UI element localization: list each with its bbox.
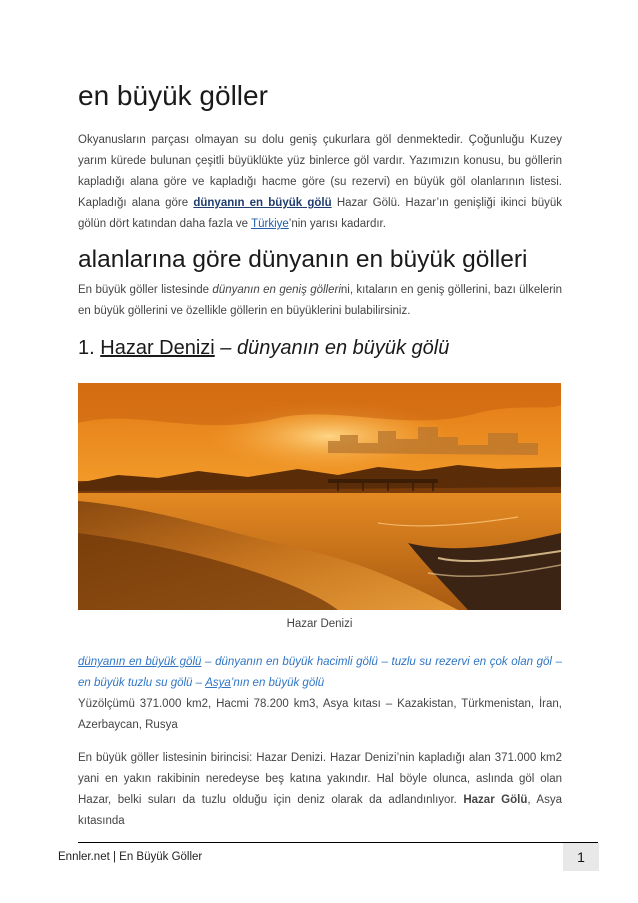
page-title: en büyük göller — [78, 80, 268, 111]
section-intro-paragraph — [78, 280, 562, 322]
turkiye-link[interactable]: Türkiye — [251, 218, 289, 230]
photo-caption: Hazar Denizi — [286, 618, 353, 630]
lake-body-paragraph — [78, 748, 562, 832]
lake-body-bold: Hazar Gölü — [463, 794, 528, 806]
section-heading: alanlarına göre dünyanın en büyük gölleri — [78, 246, 528, 273]
intro-paragraph — [78, 130, 562, 235]
lake-tags-text-2: ’nın en büyük gölü — [230, 677, 325, 689]
intro-text-1: Okyanusların parçası olmayan su dolu geniş çukurlara göl denmektedir. Çoğunluğu Kuzey yarım kürede bulunan çeşitli büyüklükte yüz binlerce göl vardır. Yazımızın konusu, bu göllerin kapladığı alana göre ve kapladığı hacme göre (su rezervi) en büyük göl olanlarının listesi. Kapladığı alana göre — [78, 134, 562, 209]
lake-number: 1. — [78, 337, 95, 359]
largest-lake-link[interactable]: dünyanın en büyük gölü — [193, 197, 332, 209]
lake-body-text-1: En büyük göller listesinin birincisi: Hazar Denizi. Hazar Denizi’nin kapladığı alan 371.000 km2 yani en yakın rakibinin neredeyse beş katına yakındır. Hal böyle olunca, aslında göl olan Hazar, belki suları da tuzlu olduğu için deniz olarak da adlandınlıyor. — [78, 752, 562, 806]
section-intro-italic: dünyanın en geniş gölleri — [212, 284, 341, 296]
hazar-sunset-photo — [78, 383, 561, 610]
lake-name-link[interactable]: Hazar Denizi — [100, 337, 215, 359]
intro-text-2: Hazar Gölü. Hazar’ın genişliği ikinci büyük gölün dört katından daha fazla ve — [78, 197, 563, 230]
footer-text: Ennler.net | En Büyük Göller — [58, 851, 203, 863]
lake-heading — [78, 337, 449, 360]
intro-text-3: ’nin yarısı kadardır. — [288, 218, 386, 230]
asya-link[interactable]: Asya — [205, 677, 231, 689]
lake-stats-paragraph: Yüzölçümü 371.000 km2, Hacmi 78.200 km3, Asya kıtası – Kazakistan, Türkmenistan, İran, Azerbaycan, Rusya — [78, 698, 562, 731]
lake-tags-paragraph — [78, 652, 562, 694]
section-intro-text-2: ni, kıtaların en geniş göllerini, bazı ülkelerin en büyük göllerini ve özellikle göllerin en büyüklerini bulabilirsiniz. — [78, 284, 562, 317]
page-number: 1 — [563, 843, 599, 871]
lake-tags-text-1: – dünyanın en büyük hacimli gölü – tuzlu su rezervi en çok olan göl – en büyük tuzlu su gölü – — [78, 656, 562, 689]
section-intro-text-1: En büyük göller listesinde — [78, 284, 210, 296]
footer-divider — [78, 842, 598, 843]
lake-tags-largest-link[interactable]: dünyanın en büyük gölü — [78, 656, 202, 668]
lake-body-text-2: , Asya kıtasında — [78, 794, 562, 827]
lake-subtitle: – dünyanın en büyük gölü — [220, 337, 450, 359]
